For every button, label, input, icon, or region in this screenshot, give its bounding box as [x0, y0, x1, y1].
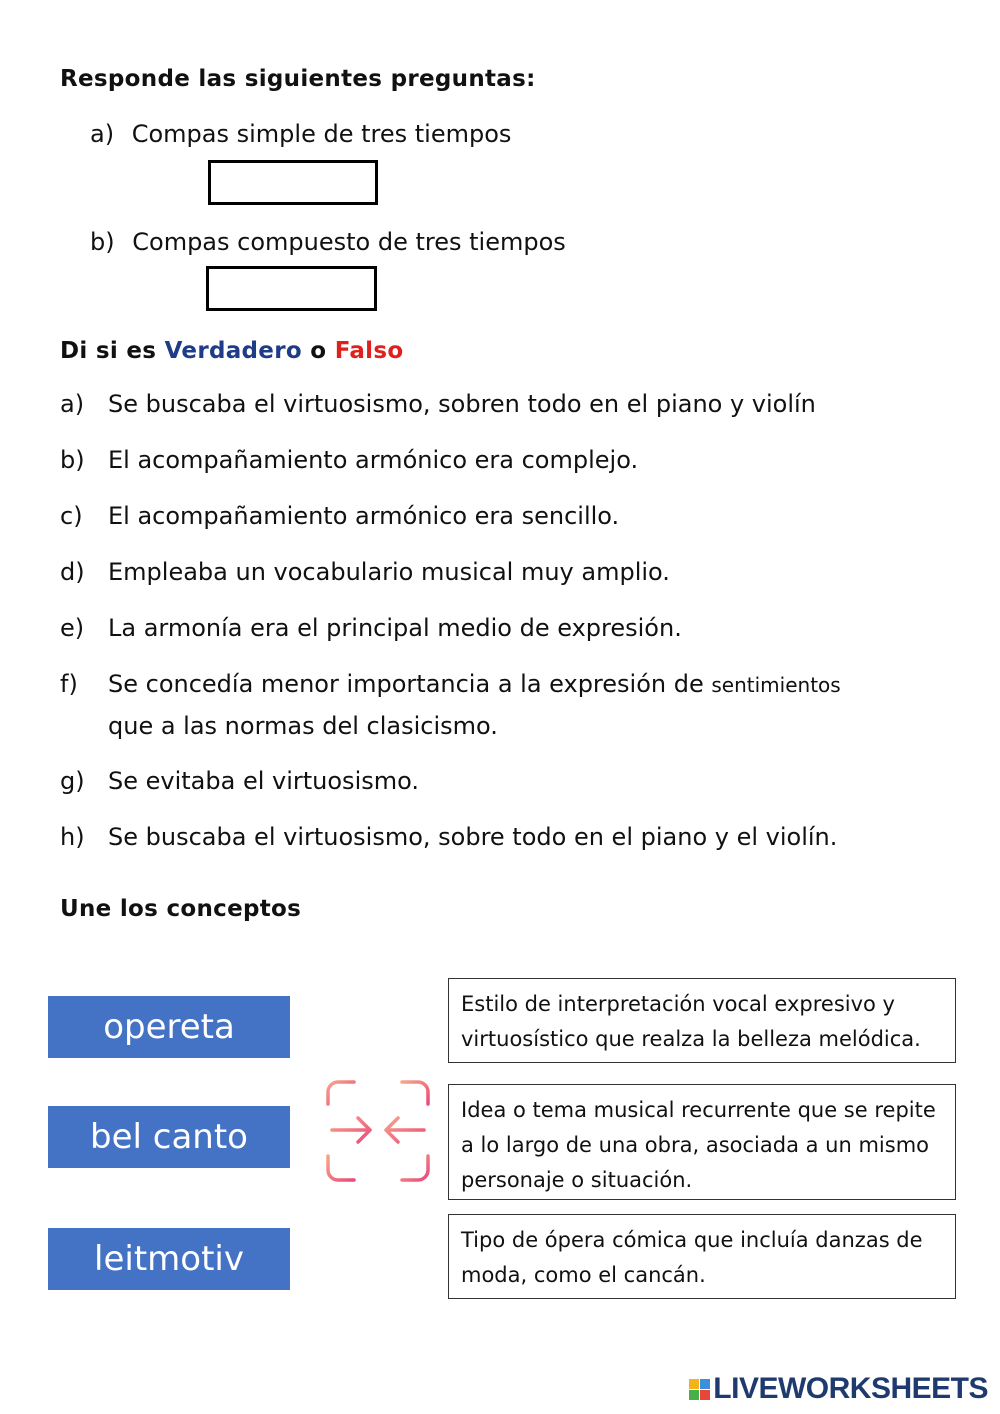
question-b [90, 228, 566, 256]
tf-text [108, 670, 841, 698]
tf-text-main: Se concedía menor importancia a la expresión de [108, 670, 704, 698]
tf-letter: c) [60, 502, 83, 530]
answer-input-a[interactable] [208, 160, 378, 205]
tf-text: Se buscaba el virtuosismo, sobre todo en el piano y el violín. [108, 823, 838, 851]
heading-prefix: Di si es [60, 338, 157, 364]
label-verdadero: Verdadero [164, 338, 302, 364]
definition-box[interactable]: Estilo de interpretación vocal expresivo y virtuosístico que realza la belleza melódica. [448, 978, 956, 1063]
question-letter: a) [90, 120, 115, 148]
tf-text-small: sentimientos [711, 673, 841, 697]
definition-box[interactable]: Idea o tema musical recurrente que se repite a lo largo de una obra, asociada a un mismo personaje o situación. [448, 1084, 956, 1200]
concept-leitmotiv[interactable]: leitmotiv [48, 1228, 290, 1290]
tf-item[interactable] [0, 614, 1000, 648]
liveworksheets-logo-icon [689, 1379, 710, 1400]
label-falso: Falso [334, 338, 404, 364]
tf-text: Se evitaba el virtuosismo. [108, 767, 420, 795]
tf-item[interactable] [0, 446, 1000, 480]
tf-letter: f) [60, 670, 78, 698]
heading-connector: o [310, 338, 327, 364]
tf-text: La armonía era el principal medio de expresión. [108, 614, 682, 642]
answer-input-b[interactable] [206, 266, 377, 311]
tf-item[interactable] [0, 390, 1000, 424]
logo-text: LIVEWORKSHEETS [713, 1372, 988, 1405]
tf-letter: g) [60, 767, 85, 795]
tf-text: El acompañamiento armónico era complejo. [108, 446, 639, 474]
tf-text-line2: que a las normas del clasicismo. [108, 712, 498, 740]
concept-bel-canto[interactable]: bel canto [48, 1106, 290, 1168]
tf-item[interactable] [0, 558, 1000, 592]
tf-item[interactable] [0, 502, 1000, 536]
tf-letter: a) [60, 390, 85, 418]
merge-arrows-icon[interactable] [324, 1078, 432, 1184]
footer-logo [689, 1372, 988, 1406]
section-heading-join: Une los conceptos [60, 896, 302, 922]
tf-text: Se buscaba el virtuosismo, sobren todo en el piano y violín [108, 390, 816, 418]
tf-text: El acompañamiento armónico era sencillo. [108, 502, 620, 530]
concept-opereta[interactable]: opereta [48, 996, 290, 1058]
tf-item[interactable] [0, 670, 1000, 748]
tf-letter: h) [60, 823, 85, 851]
tf-letter: e) [60, 614, 85, 642]
question-letter: b) [90, 228, 115, 256]
tf-item[interactable] [0, 767, 1000, 801]
section-heading-questions: Responde las siguientes preguntas: [60, 66, 536, 92]
tf-letter: b) [60, 446, 85, 474]
tf-item[interactable] [0, 823, 1000, 857]
question-text: Compas compuesto de tres tiempos [132, 228, 566, 256]
question-a [90, 120, 511, 148]
question-text: Compas simple de tres tiempos [131, 120, 512, 148]
definition-box[interactable]: Tipo de ópera cómica que incluía danzas de moda, como el cancán. [448, 1214, 956, 1299]
section-heading-true-false [60, 338, 403, 364]
tf-text: Empleaba un vocabulario musical muy amplio. [108, 558, 670, 586]
tf-letter: d) [60, 558, 85, 586]
